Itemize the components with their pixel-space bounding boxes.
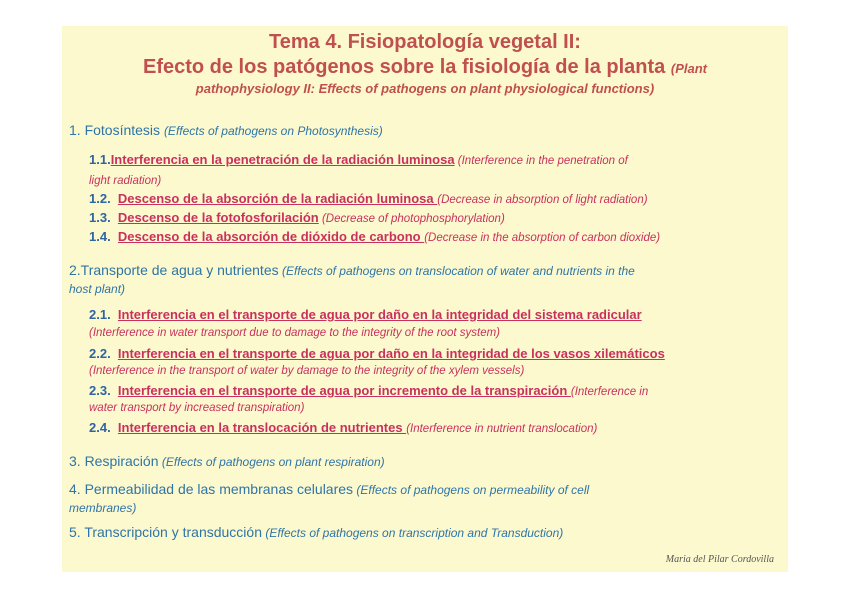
section-2-heading [69,262,781,280]
item-1-1-en: (Interference in the penetration of [454,155,628,167]
item-1-3-number: 1.3. [89,210,111,225]
section-2-en-cont: host plant) [69,282,126,296]
item-2-1-link[interactable]: Interferencia en el transporte de agua por daño en la integridad del sistema radicular [117,307,642,322]
title-line-2 [62,55,788,81]
section-4-label: 4. Permeabilidad de las membranas celulares [69,481,354,497]
item-2-4-link[interactable]: Interferencia en la translocación de nutrientes [117,420,407,435]
item-1-3-en: (Decrease of photophosphorylation) [318,213,505,225]
section-1-en: (Effects of pathogens on Photosynthesis) [163,124,383,138]
author-credit: Maria del Pilar Cordovilla [665,554,774,565]
section-5-en: (Effects of pathogens on transcription and Transduction) [261,526,564,540]
section-3-en: (Effects of pathogens on plant respiration) [158,455,385,469]
item-2-3-en: (Interference in [570,386,649,398]
item-1-3 [89,210,789,227]
item-1-1-number: 1.1. [89,152,111,167]
section-2-en: (Effects of pathogens on translocation of water and nutrients in the [278,264,635,278]
section-3-heading [69,453,781,471]
item-1-1-link[interactable]: Interferencia en la penetración de la radiación luminosa [110,152,455,167]
item-2-4-en: (Interference in nutrient translocation) [406,423,598,435]
item-2-1-number: 2.1. [89,307,111,322]
section-4-heading [69,481,781,499]
item-1-4-number: 1.4. [89,229,111,244]
item-1-2-link[interactable]: Descenso de la absorción de la radiación luminosa [117,191,438,206]
section-4-continuation [69,499,781,517]
item-2-3-continuation: water transport by increased transpiration) [89,402,305,414]
item-1-2-number: 1.2. [89,191,111,206]
item-1-2-en: (Decrease in absorption of light radiation) [437,194,648,206]
item-2-4 [89,420,789,437]
item-2-3-link[interactable]: Interferencia en el transporte de agua por incremento de la transpiración [117,383,571,398]
section-1-label: 1. Fotosíntesis [69,122,161,138]
item-1-1 [89,152,789,169]
item-1-4-link[interactable]: Descenso de la absorción de dióxido de carbono [117,229,425,244]
title-line-1: Tema 4. Fisiopatología vegetal II: [269,31,581,53]
section-1-heading [69,122,781,140]
item-2-2-number: 2.2. [89,346,111,361]
item-1-1-continuation: light radiation) [89,175,162,187]
item-2-2-continuation: (Interference in the transport of water by damage to the integrity of the xylem vessels) [89,365,525,377]
item-2-2 [89,346,789,361]
item-1-2 [89,191,789,208]
item-1-3-link[interactable]: Descenso de la fotofosforilación [117,210,319,225]
item-2-3 [89,383,789,400]
item-2-4-number: 2.4. [89,420,111,435]
item-2-1 [89,307,789,322]
section-5-heading [69,524,781,542]
item-2-1-continuation: (Interference in water transport due to damage to the integrity of the root system) [89,327,501,339]
section-2-continuation [69,280,781,298]
item-2-2-link[interactable]: Interferencia en el transporte de agua por daño en la integridad de los vasos xilemáticos [117,346,665,361]
title-line-2-es: Efecto de los patógenos sobre la fisiología de la planta [142,56,666,78]
section-3-label: 3. Respiración [69,453,159,469]
section-5-label: 5. Transcripción y transducción [69,524,262,540]
item-1-4 [89,229,789,246]
title-line-2-en: (Plant [670,61,707,76]
section-2-label: 2.Transporte de agua y nutrientes [69,262,279,278]
item-1-4-en: (Decrease in the absorption of carbon dioxide) [424,232,661,244]
section-4-en-cont: membranes) [69,501,137,515]
title-line-3: pathophysiology II: Effects of pathogens on plant physiological functions) [195,81,655,96]
item-2-3-number: 2.3. [89,383,111,398]
section-4-en: (Effects of pathogens on permeability of cell [353,483,590,497]
slide [62,26,788,572]
